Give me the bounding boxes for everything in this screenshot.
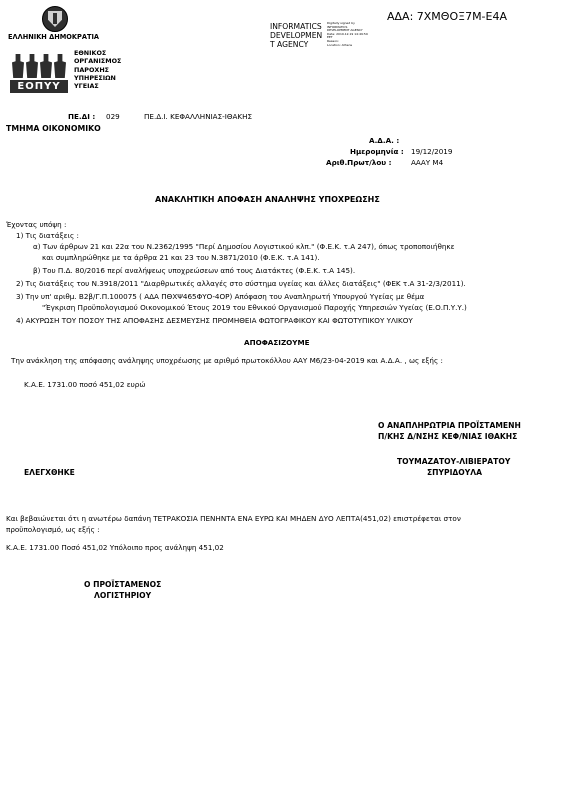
organisation-name: ΕΘΝΙΚΟΣ ΟΡΓΑΝΙΣΜΟΣ ΠΑΡΟΧΗΣ ΥΠΗΡΕΣΙΩΝ ΥΓΕΙΑΣ — [74, 49, 122, 91]
certification-line-2: προϋπολογισμό, ως εξής : — [6, 525, 100, 534]
ped-name: ΠΕ.Δ.Ι. ΚΕΦΑΛΛΗΝΙΑΣ-ΙΘΑΚΗΣ — [144, 112, 253, 121]
ped-label: ΠΕ.ΔΙ : — [68, 112, 96, 121]
kae-balance-line: Κ.Α.Ε. 1731.00 Ποσό 451,02 Υπόλοιπο προς ανάληψη 451,02 — [6, 543, 224, 552]
provision-1a-line-2: και συμπληρώθηκε με τα άρθρα 21 και 23 του Ν.3871/2010 (Φ.Ε.Κ. τ.Α 141). — [42, 253, 320, 262]
department-title: ΤΜΗΜΑ ΟΙΚΟΝΟΜΙΚΟ — [6, 124, 101, 133]
considering-heading: Έχοντας υπόψη : — [6, 220, 67, 229]
provision-3-line-1: 3) Την υπ' αριθμ. Β2β/Γ.Π.100075 ( ΑΔΑ ΠΘΧΨ465ΦΥΟ-4ΟΡ) Απόφαση του Αναπληρωτή Υπουργού Υγείας με θέμα — [16, 292, 425, 301]
decision-title: ΑΝΑΚΛΗΤΙΚΗ ΑΠΟΦΑΣΗ ΑΝΑΛΗΨΗΣ ΥΠΟΧΡΕΩΣΗΣ — [155, 195, 380, 204]
protocol-label: Αριθ.Πρωτ/λου : — [326, 158, 392, 167]
provision-1a-line-1: α) Των άρθρων 21 και 22α του Ν.2362/1995 "Περί Δημοσίου Λογιστικού κλπ." (Φ.Ε.Κ. τ.Α 247), όπως τροποποιήθηκε — [33, 242, 455, 251]
protocol-value: ΑΑΑΥ Μ4 — [411, 158, 444, 167]
digital-signature-details: Digitally signed by INFORMATICS DEVELOPMENT AGENCY Date: 2019.12.19 14:49:59 EET Reason: Location: Athens — [327, 21, 368, 47]
hellenic-republic-emblem — [42, 6, 68, 32]
provision-1b: β) Του Π.Δ. 80/2016 περί αναλήψεως υποχρεώσεων από τους Διατάκτες (Φ.Ε.Κ. τ.Α 145). — [33, 266, 356, 275]
ada-field-label: Α.Δ.Α. : — [369, 136, 400, 145]
eopyy-logo-text: ΕΟΠΥΥ — [10, 80, 68, 93]
provision-4: 4) ΑΚΥΡΩΣΗ ΤΟΥ ΠΟΣΟΥ ΤΗΣ ΑΠΟΦΑΣΗΣ ΔΕΣΜΕΥΣΗΣ ΠΡΟΜΗΘΕΙΑ ΦΩΤΟΓΡΑΦΙΚΟΥ ΚΑΙ ΦΩΤΟΤΥΠΙΚΟΥ ΥΛΙΚΟΥ — [16, 316, 413, 325]
provision-2: 2) Τις διατάξεις του Ν.3918/2011 "Διαρθρωτικές αλλαγές στο σύστημα υγείας και άλλες διατάξεις" (ΦΕΚ τ.Α 31-2/3/2011). — [16, 279, 466, 288]
revocation-text: Την ανάκληση της απόφασης ανάληψης υποχρέωσης με αριθμό πρωτοκόλλου ΑΑΥ Μ6/23-04-2019 και Α.Δ.Α. , ως εξής : — [11, 356, 443, 365]
eopyy-logo — [10, 52, 68, 94]
hellenic-republic-label: ΕΛΛΗΝΙΚΗ ΔΗΜΟΚΡΑΤΙΑ — [8, 33, 100, 41]
kae-amount-line: Κ.Α.Ε. 1731.00 ποσό 451,02 ευρώ — [24, 380, 146, 389]
signatory-first-name: ΣΠΥΡΙΔΟΥΛΑ — [427, 468, 483, 477]
ada-code: ΑΔΑ: 7ΧΜΘΟΞ7Μ-Ε4Α — [387, 10, 508, 23]
accounting-head-title: Ο ΠΡΟΪΣΤΑΜΕΝΟΣ — [84, 580, 162, 589]
date-value: 19/12/2019 — [411, 147, 453, 156]
provision-1: 1) Τις διατάξεις : — [16, 231, 79, 240]
ped-code: 029 — [106, 112, 120, 121]
certification-line-1: Και βεβαιώνεται ότι η ανωτέρω δαπάνη ΤΕΤΡΑΚΟΣΙΑ ΠΕΝΗΝΤΑ ΕΝΑ ΕΥΡΩ ΚΑΙ ΜΗΔΕΝ ΔΥΟ ΛΕΠΤΑ(451,02) επιστρέφεται στον — [6, 514, 461, 523]
signer-agency-name: INFORMATICS DEVELOPMEN T AGENCY — [270, 22, 323, 50]
checked-label: ΕΛΕΓΧΘΗΚΕ — [24, 468, 75, 477]
directorate-title: Π/ΚΗΣ Δ/ΝΣΗΣ ΚΕΦ/ΝΙΑΣ ΙΘΑΚΗΣ — [378, 432, 518, 441]
decision-heading: ΑΠΟΦΑΣΙΖΟΥΜΕ — [244, 338, 310, 347]
provision-3-line-2: "Έγκριση Προϋπολογισμού Οικονομικού Έτους 2019 του Εθνικού Οργανισμού Παροχής Υπηρεσιών Υγείας (Ε.Ο.Π.Υ.Υ.) — [42, 303, 467, 312]
deputy-head-title: Ο ΑΝΑΠΛΗΡΩΤΡΙΑ ΠΡΟΪΣΤΑΜΕΝΗ — [378, 421, 521, 430]
signatory-surname: ΤΟΥΜΑΖΑΤΟΥ-ΛΙΒΙΕΡΑΤΟΥ — [397, 457, 511, 466]
accounting-department: ΛΟΓΙΣΤΗΡΙΟΥ — [94, 591, 152, 600]
date-label: Ημερομηνία : — [350, 147, 404, 156]
